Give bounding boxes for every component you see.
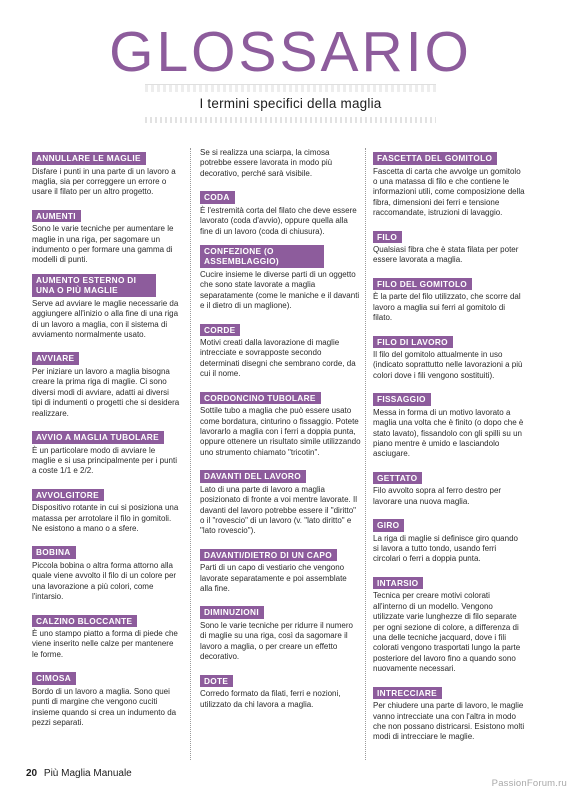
glossary-term: INTARSIO: [373, 577, 423, 590]
glossary-entry: [373, 683, 525, 743]
glossary-entry: [373, 573, 525, 675]
glossary-term: FILO DEL GOMITOLO: [373, 278, 472, 291]
glossary-definition: Disfare i punti in una parte di un lavoro a maglia, sia per correggere un errore o usare il filato per un altro progetto.: [32, 166, 176, 197]
glossary-definition: Il filo del gomitolo attualmente in uso (indicato soprattutto nelle lavorazioni a più colori dove i fili vengono sostituiti).: [373, 350, 523, 380]
glossary-term: CODA: [200, 191, 235, 204]
glossary-term: DAVANTI/DIETRO DI UN CAPO: [200, 549, 337, 562]
glossary-definition: Per chiudere una parte di lavoro, le maglie vanno intrecciate una con l'altra in modo che non possano districarsi. Esistono molti modi di intrecciare le maglie.: [373, 701, 525, 742]
glossary-entry: [373, 332, 525, 382]
glossary-term: FILO DI LAVORO: [373, 336, 453, 349]
glossary-entry: [32, 485, 180, 535]
glossary-entry: [32, 427, 180, 477]
glossary-term: CALZINO BLOCCANTE: [32, 615, 137, 628]
glossary-entry: [32, 542, 180, 602]
glossary-entry: [373, 389, 525, 460]
glossary-definition: Per iniziare un lavoro a maglia bisogna creare la prima riga di maglie. Ci sono diversi modi di avviare, adatti ai diversi tipi di indumenti o progetti che si desidera realizzare.: [32, 366, 180, 418]
glossary-entry: [373, 227, 525, 266]
glossary-term: BOBINA: [32, 546, 76, 559]
glossary-term: DAVANTI DEL LAVORO: [200, 470, 306, 483]
glossary-term: CORDE: [200, 324, 240, 337]
glossary-definition: Bordo di un lavoro a maglia. Sono quei punti di margine che vengono cuciti insieme quando si crea un indumento da pezzi separati.: [32, 686, 177, 727]
glossary-term: CONFEZIONE (O ASSEMBLAGGIO): [200, 245, 324, 268]
glossary-term: GIRO: [373, 519, 404, 532]
glossary-entry: [200, 320, 361, 380]
page-footer: [26, 768, 132, 779]
glossary-term: CORDONCINO TUBOLARE: [200, 392, 321, 405]
glossary-definition: Cucire insieme le diverse parti di un oggetto che sono state lavorate a maglia separatamente (come le maniche e il davanti e il dietro di un maglione).: [200, 269, 360, 311]
glossary-entry: [200, 671, 361, 710]
column-divider-2: [365, 148, 366, 760]
glossary-entry: [373, 148, 525, 219]
glossary-entry: [200, 602, 361, 662]
watermark: PassionForum.ru: [491, 778, 567, 789]
column-divider-1: [190, 148, 191, 760]
page-title: GLOSSARIO: [109, 20, 472, 84]
glossary-definition: È la parte del filo utilizzato, che scorre dal lavoro a maglia sui ferri al gomitolo di filato.: [373, 292, 521, 323]
glossary-definition: Piccola bobina o altra forma attorno alla quale viene avvolto il filo di un colore per una lavorazione a più colori, come l'intarsio.: [32, 560, 177, 602]
glossary-term: AVVIARE: [32, 352, 79, 365]
glossary-definition: Serve ad avviare le maglie necessarie da aggiungere all'inizio o alla fine di una riga di un lavoro a maglia, con il sistema di avviamento normalmente usato.: [32, 298, 179, 340]
glossary-entry: [200, 388, 361, 459]
glossary-entry: [373, 515, 525, 565]
glossary-term: ANNULLARE LE MAGLIE: [32, 152, 146, 165]
glossary-column-3: [373, 148, 525, 751]
glossary-definition: Corredo formato da filati, ferri e nozioni, utilizzato da chi lavora a maglia.: [200, 689, 341, 709]
glossary-term: AVVIO A MAGLIA TUBOLARE: [32, 431, 164, 444]
glossary-definition: Sono le varie tecniche per ridurre il numero di maglie su una riga, così da sagomare il lavoro a maglia, o per creare un effetto decorativo.: [200, 620, 353, 662]
glossary-definition: Motivi creati dalla lavorazione di maglie intrecciate e sovrapposte secondo determinati disegni che sembrano corde, da cui il nome.: [200, 338, 356, 379]
page-subtitle: I termini specifici della maglia: [199, 96, 382, 111]
glossary-definition: Parti di un capo di vestiario che vengono lavorate separatamente e poi assemblate alla fine.: [200, 563, 347, 594]
glossary-term: DOTE: [200, 675, 233, 688]
glossary-term: INTRECCIARE: [373, 687, 442, 700]
glossary-entry-continued: [200, 148, 361, 179]
glossary-term: GETTATO: [373, 472, 422, 485]
glossary-entry: [200, 187, 361, 237]
glossary-entry: [32, 274, 180, 341]
glossary-entry: [373, 468, 525, 507]
glossary-entry: [200, 245, 361, 312]
glossary-definition: Lato di una parte di lavoro a maglia posizionato di fronte a voi mentre lavorate. Il davanti del lavoro potrebbe essere il "diritto" o il "rovescio" di un lavoro (v. "lato diritto" e "lato rovescio").: [200, 484, 357, 536]
glossary-entry: [32, 668, 180, 728]
glossary-column-1: [32, 148, 180, 736]
glossary-entry: [32, 611, 180, 661]
title-underline: [145, 84, 436, 92]
glossary-entry: [200, 545, 361, 595]
glossary-entry: [32, 206, 180, 266]
glossary-term: FASCETTA DEL GOMITOLO: [373, 152, 497, 165]
subtitle-underline: [145, 117, 436, 123]
glossary-term: FISSAGGIO: [373, 393, 431, 406]
glossary-term: AVVOLGITORE: [32, 489, 104, 502]
glossary-definition: È un particolare modo di avviare le maglie e si usa principalmente per i punti a coste 1/1 e 2/2.: [32, 445, 177, 476]
glossary-definition: Dispositivo rotante in cui si posiziona una matassa per arrotolare il filo in gomitoli. Ne esistono a mano o a sfere.: [32, 503, 179, 534]
magazine-name: Più Maglia Manuale: [43, 768, 132, 779]
glossary-definition: La riga di maglie si definisce giro quando si lavora a tutto tondo, usando ferri circolari o ferri a doppia punta.: [373, 533, 518, 564]
glossary-term: CIMOSA: [32, 672, 76, 685]
glossary-term: DIMINUZIONI: [200, 606, 264, 619]
page-header: [0, 0, 581, 125]
glossary-definition: È l'estremità corta del filato che deve essere lavorato (coda d'avvio), oppure quella alla fine di un lavoro (coda di chiusura).: [200, 205, 357, 236]
glossary-term: AUMENTO ESTERNO DI UNA O PIÙ MAGLIE: [32, 274, 156, 297]
glossary-entry: [32, 148, 180, 198]
glossary-definition: Fascetta di carta che avvolge un gomitolo o una matassa di filo e che contiene le informazioni utili, come composizione della fibra, dimensioni dei ferri e tensione raccomandate, istruzioni di lavaggio.: [373, 166, 525, 218]
glossary-entry: [200, 466, 361, 537]
page-number: 20: [26, 768, 38, 779]
glossary-definition: Tecnica per creare motivi colorati all'interno di un modello. Vengono utilizzate varie lunghezze di filo separate per ogni sezione di colore, a differenza di una delle tecniche jacquard, dove i fili colorati vengono trasportati lungo la parte posteriore del lavoro fino a quando sono nuovamente necessari.: [373, 591, 521, 674]
glossary-definition: Messa in forma di un motivo lavorato a maglia una volta che è finito (o dopo che è stato lavato), fissandolo con gli spilli su un piano mentre è umido e lasciandolo asciugare.: [373, 407, 524, 459]
glossary-definition: È uno stampo piatto a forma di piede che viene inserito nelle calze per mantenere le forme.: [32, 629, 178, 659]
glossary-definition: Filo avvolto sopra al ferro destro per lavorare una nuova maglia.: [373, 486, 502, 506]
glossary-term: AUMENTI: [32, 210, 81, 223]
glossary-definition: Sottile tubo a maglia che può essere usato come bordatura, cinturino o fissaggio. Potete lavorarlo a maglia con i ferri a doppia punta, oppure ottenere un risultato simile utilizzando uno strumento chiamato "tricotin".: [200, 406, 361, 457]
glossary-term: FILO: [373, 231, 402, 244]
glossary-column-2: [200, 148, 361, 718]
glossary-entry: [373, 274, 525, 324]
glossary-definition: Se si realizza una sciarpa, la cimosa potrebbe essere lavorata in modo più decorativo, perché sarà visibile.: [200, 148, 333, 178]
glossary-definition: Sono le varie tecniche per aumentare le maglie in una riga, per sagomare un indumento o per formare una gamma di modelli di punti.: [32, 224, 174, 265]
glossary-entry: [32, 348, 180, 419]
glossary-definition: Qualsiasi fibra che è stata filata per poter essere lavorata a maglia.: [373, 245, 519, 265]
